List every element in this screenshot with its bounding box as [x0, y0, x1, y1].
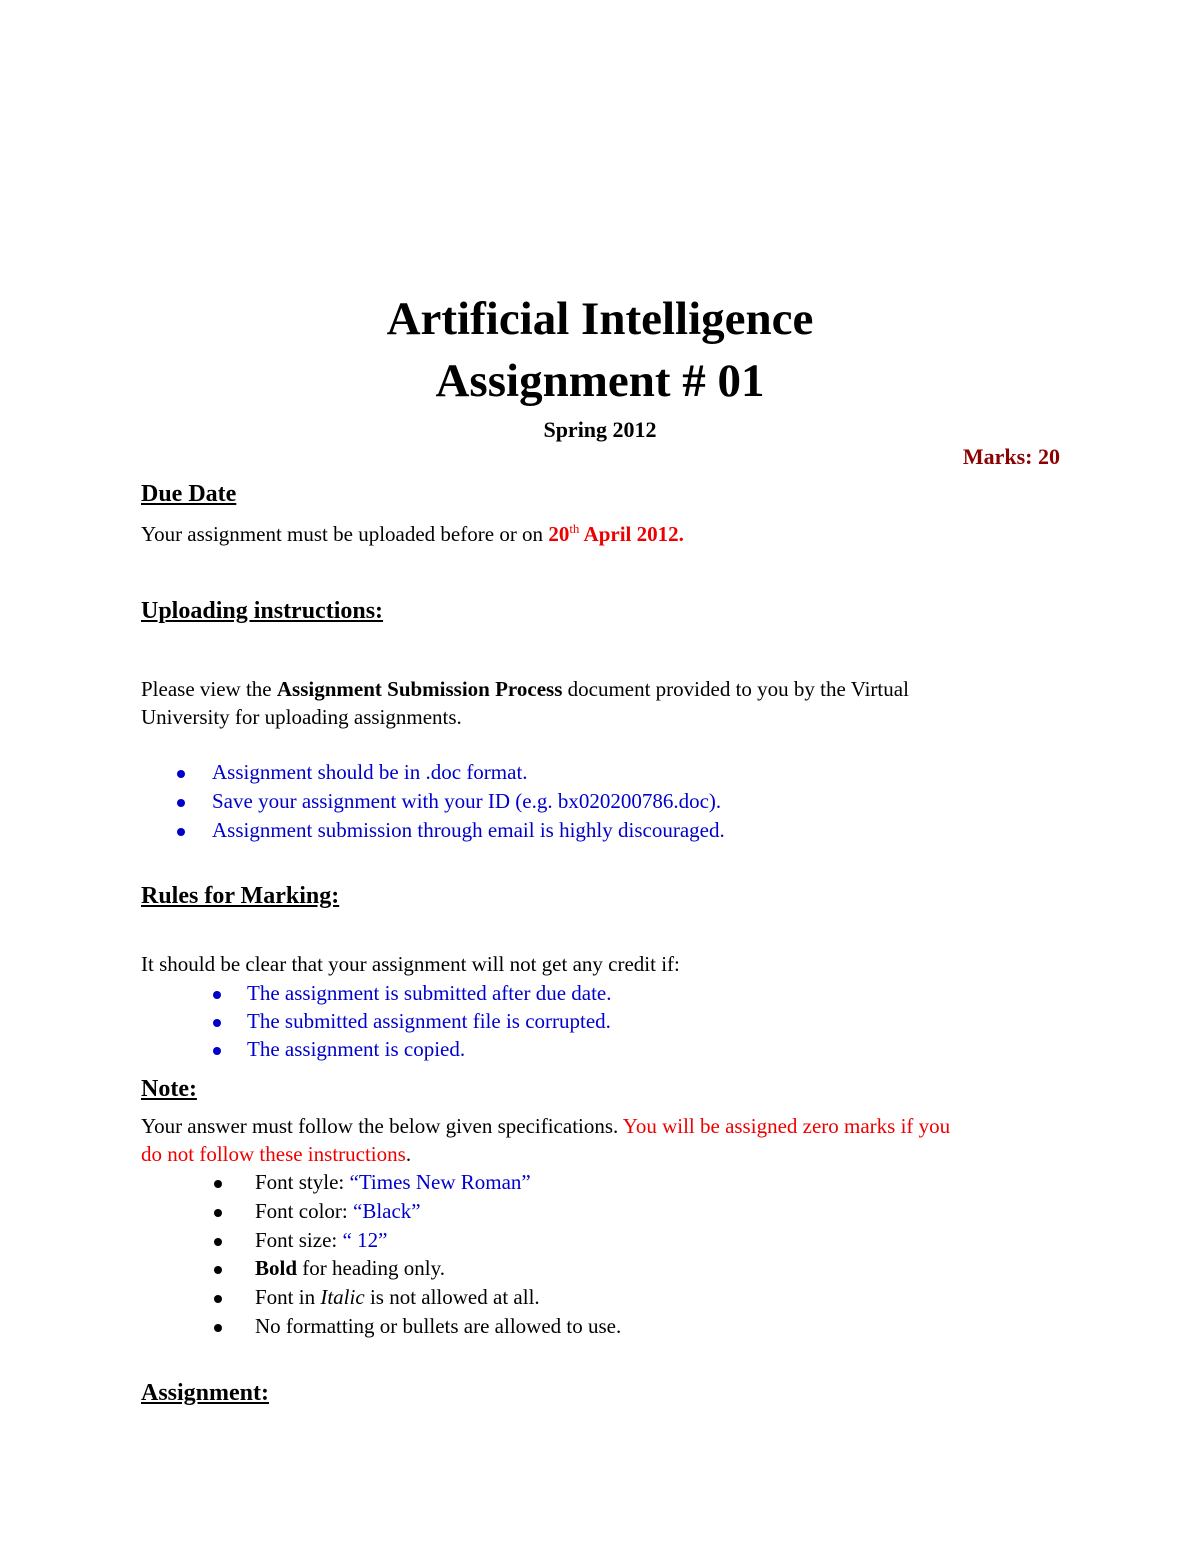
due-date-intro: Your assignment must be uploaded before or on	[141, 522, 549, 546]
due-date-month-year: April 2012.	[579, 522, 684, 546]
spec-value: “Times New Roman”	[349, 1170, 531, 1194]
due-date-day: 20	[548, 522, 570, 546]
assignment-heading: Assignment:	[141, 1380, 270, 1406]
note-text: Your answer must follow the below given specifications.	[141, 1114, 623, 1138]
bullet-icon	[213, 1047, 221, 1055]
bullet-icon	[213, 991, 221, 999]
spec-label: Font color:	[255, 1199, 353, 1223]
upload-paragraph-line1	[141, 677, 909, 702]
due-date-suffix: th	[569, 521, 580, 536]
list-item: Assignment submission through email is highly discouraged.	[212, 818, 725, 842]
spec-text: for heading only.	[297, 1256, 445, 1280]
bullet-icon	[214, 1180, 222, 1188]
spec-label: Font size:	[255, 1228, 343, 1252]
list-item	[255, 1199, 421, 1224]
list-item: Save your assignment with your ID (e.g. bx020200786.doc).	[212, 789, 722, 813]
list-item: The assignment is submitted after due date.	[247, 981, 612, 1005]
due-date-text	[141, 521, 684, 547]
spec-bold-word: Bold	[255, 1256, 298, 1280]
note-warning-part1: You will be assigned zero marks if you	[622, 1114, 951, 1138]
spec-italic-word: Italic	[320, 1285, 365, 1309]
upload-paragraph-line2: University for uploading assignments.	[141, 705, 462, 729]
document-title: Artificial Intelligence	[386, 293, 814, 345]
upload-text-after: document provided to you by the Virtual	[562, 677, 909, 701]
bullet-icon	[214, 1238, 222, 1246]
list-item: Assignment should be in .doc format.	[212, 760, 528, 784]
rules-intro: It should be clear that your assignment will not get any credit if:	[141, 952, 680, 976]
note-line1	[141, 1114, 950, 1139]
bullet-icon	[214, 1324, 222, 1332]
assignment-number: Assignment # 01	[435, 355, 765, 407]
rules-heading: Rules for Marking:	[141, 883, 340, 909]
list-item	[255, 1285, 540, 1310]
note-heading: Note:	[141, 1076, 197, 1102]
bullet-icon	[177, 828, 185, 836]
list-item: The submitted assignment file is corrupted.	[247, 1009, 611, 1033]
spec-label: Font style:	[255, 1170, 350, 1194]
note-period: .	[405, 1142, 412, 1166]
list-item	[255, 1256, 445, 1281]
spec-text: Font in	[255, 1285, 321, 1309]
upload-text-before: Please view the	[141, 677, 277, 701]
bullet-icon	[214, 1266, 222, 1274]
spec-value: “ 12”	[342, 1228, 388, 1252]
spec-text: is not allowed at all.	[364, 1285, 540, 1309]
upload-heading: Uploading instructions:	[141, 598, 384, 624]
list-item: No formatting or bullets are allowed to use.	[255, 1314, 622, 1338]
list-item	[255, 1228, 387, 1253]
semester-label: Spring 2012	[543, 417, 657, 442]
bullet-icon	[214, 1295, 222, 1303]
bullet-icon	[177, 770, 185, 778]
marks-label: Marks: 20	[962, 444, 1060, 469]
upload-bold-doc-name: Assignment Submission Process	[276, 677, 563, 701]
list-item	[255, 1170, 531, 1195]
spec-value: “Black”	[353, 1199, 421, 1223]
note-line2	[141, 1142, 411, 1167]
bullet-icon	[177, 799, 185, 807]
due-date-heading: Due Date	[141, 481, 237, 507]
bullet-icon	[214, 1209, 222, 1217]
list-item: The assignment is copied.	[247, 1037, 466, 1061]
bullet-icon	[213, 1019, 221, 1027]
note-warning-part2: do not follow these instructions	[141, 1142, 406, 1166]
